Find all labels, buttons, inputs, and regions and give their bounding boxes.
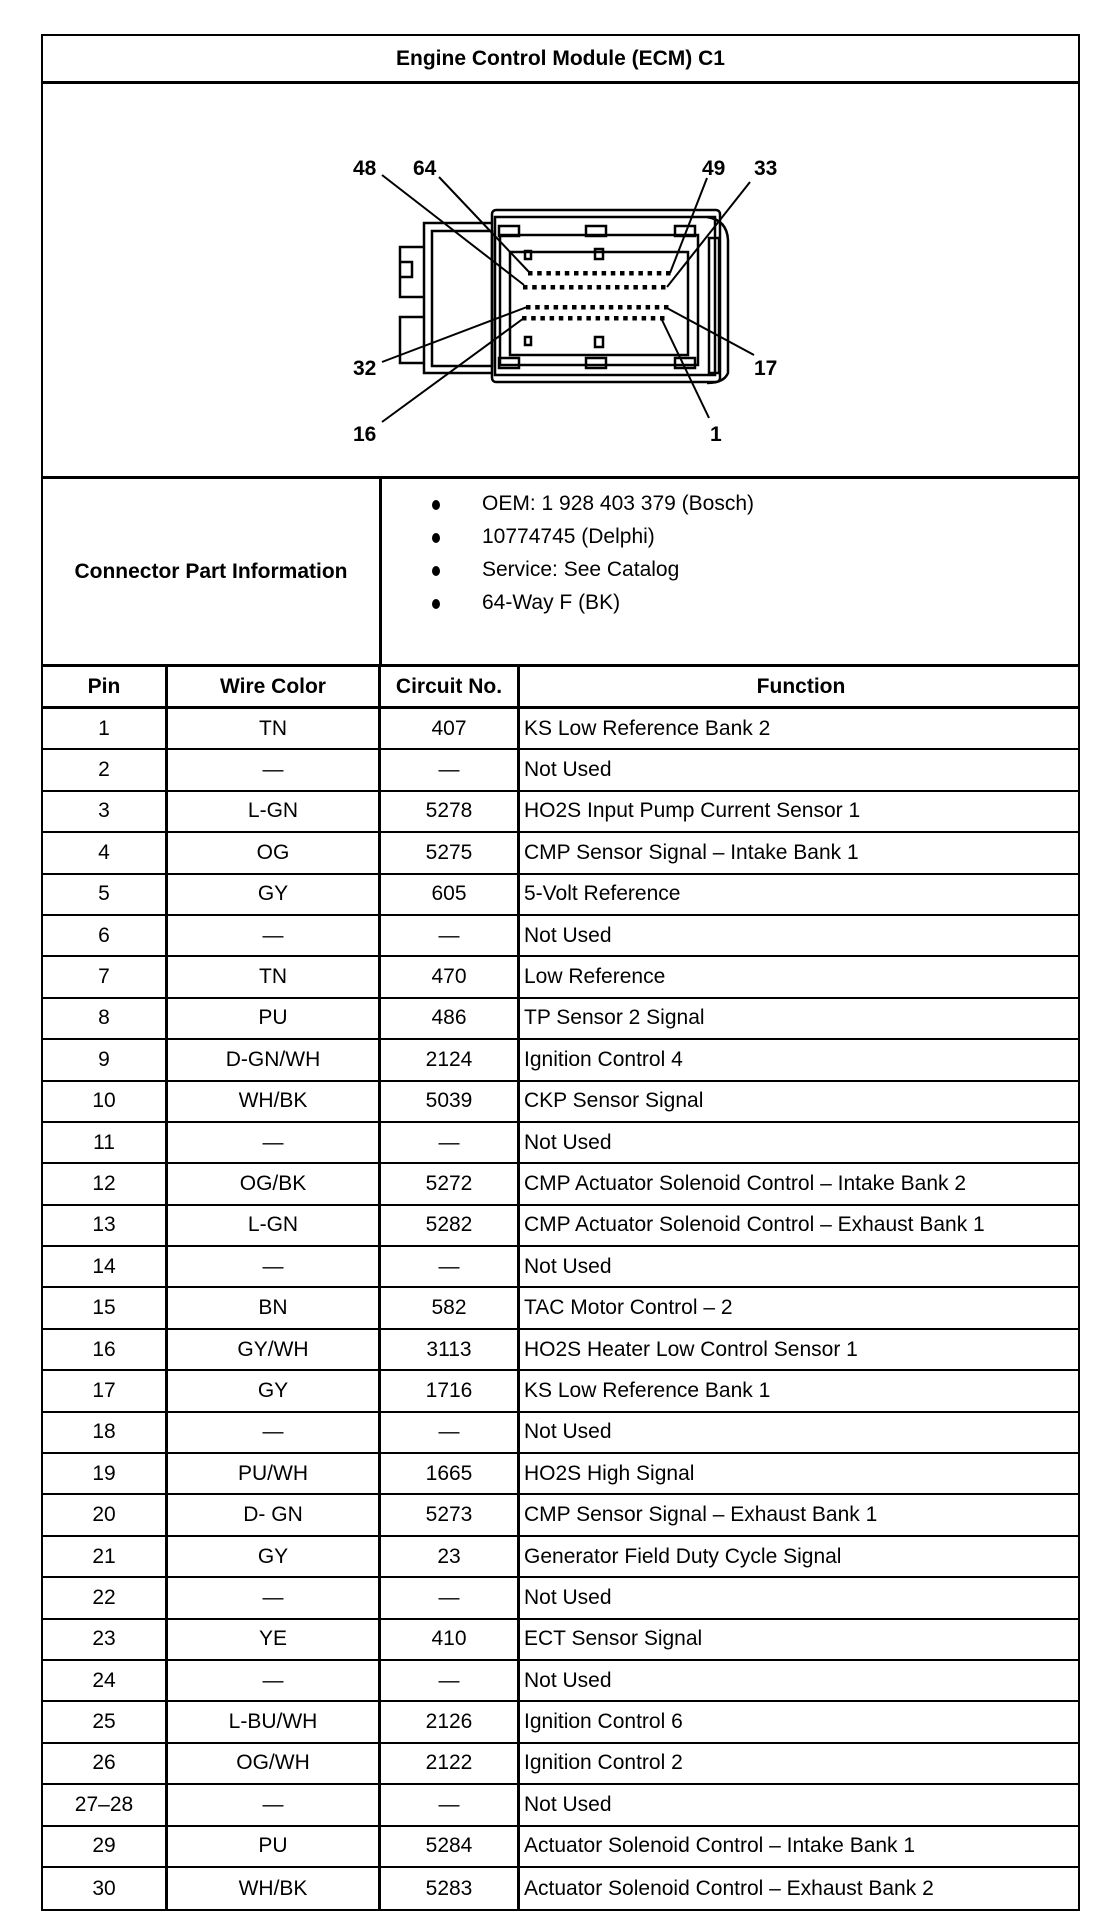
cell-circuit: 3113 <box>381 1330 520 1369</box>
header-pin: Pin <box>43 667 168 706</box>
cell-function: KS Low Reference Bank 2 <box>524 716 771 740</box>
pin-cavity <box>559 316 564 321</box>
cell-pin: 23 <box>43 1620 168 1659</box>
connector-info-label: Connector Part Information <box>43 479 382 664</box>
table-row <box>43 1371 1078 1412</box>
header-circuit: Circuit No. <box>381 667 520 706</box>
cell-wire-color: — <box>168 1785 381 1824</box>
table-row <box>43 1413 1078 1454</box>
pin-cavity <box>633 285 638 290</box>
cell-function: CMP Actuator Solenoid Control – Exhaust Bank 1 <box>524 1213 985 1237</box>
pin-cavity <box>544 305 549 310</box>
pin-cavity <box>638 271 643 276</box>
pin-cavity <box>651 316 656 321</box>
cell-wire-color: L-GN <box>168 792 381 831</box>
table-row <box>43 1620 1078 1661</box>
pin-label-17: 17 <box>754 357 778 380</box>
pin-cavity <box>606 285 611 290</box>
pin-cavity <box>627 305 632 310</box>
cell-wire-color: GY <box>168 1371 381 1410</box>
cell-function: Actuator Solenoid Control – Intake Bank 1 <box>524 1834 916 1858</box>
cell-pin: 6 <box>43 916 168 955</box>
info-item: Service: See Catalog <box>432 553 754 586</box>
pin-cavity <box>660 316 665 321</box>
cell-pin: 21 <box>43 1537 168 1576</box>
pin-label-48: 48 <box>353 157 377 180</box>
cell-function: 5-Volt Reference <box>524 882 681 906</box>
cell-pin: 8 <box>43 999 168 1038</box>
cell-function: Not Used <box>524 1792 612 1816</box>
cell-pin: 1 <box>43 709 168 748</box>
pin-cavity <box>565 271 570 276</box>
cell-pin: 7 <box>43 957 168 996</box>
cell-wire-color: — <box>168 1661 381 1700</box>
table-row <box>43 1330 1078 1371</box>
pin-cavity <box>605 316 610 321</box>
cell-wire-color: TN <box>168 709 381 748</box>
cell-wire-color: L-GN <box>168 1206 381 1245</box>
pin-cavity <box>569 285 574 290</box>
table-row <box>43 999 1078 1040</box>
cell-wire-color: — <box>168 1413 381 1452</box>
cell-function: Low Reference <box>524 965 666 989</box>
pin-cavity <box>587 285 592 290</box>
cell-wire-color: — <box>168 1123 381 1162</box>
cell-circuit: — <box>381 1413 520 1452</box>
cell-wire-color: BN <box>168 1288 381 1327</box>
table-row <box>43 1164 1078 1205</box>
pin-cavity <box>597 285 602 290</box>
cell-pin: 5 <box>43 875 168 914</box>
pin-cavity <box>541 285 546 290</box>
table-row <box>43 1123 1078 1164</box>
cell-circuit: 2122 <box>381 1744 520 1783</box>
pin-cavity <box>642 316 647 321</box>
cell-pin: 22 <box>43 1578 168 1617</box>
pin-cavity <box>623 316 628 321</box>
pin-cavity <box>648 271 653 276</box>
info-item: 10774745 (Delphi) <box>432 520 754 553</box>
pin-label-49: 49 <box>702 157 726 180</box>
cell-function: Not Used <box>524 758 612 782</box>
cell-function: CMP Sensor Signal – Intake Bank 1 <box>524 840 859 864</box>
table-row <box>43 875 1078 916</box>
cell-circuit: 5275 <box>381 833 520 872</box>
cell-pin: 15 <box>43 1288 168 1327</box>
cell-pin: 27–28 <box>43 1785 168 1824</box>
cell-function: TAC Motor Control – 2 <box>524 1296 733 1320</box>
cell-function: TP Sensor 2 Signal <box>524 1006 705 1030</box>
pin-cavity <box>531 316 536 321</box>
cell-pin: 20 <box>43 1495 168 1534</box>
cell-pin: 30 <box>43 1868 168 1909</box>
cell-pin: 26 <box>43 1744 168 1783</box>
pin-cavity <box>596 316 601 321</box>
table-row <box>43 709 1078 750</box>
cell-wire-color: OG/WH <box>168 1744 381 1783</box>
cell-function: Not Used <box>524 923 612 947</box>
cell-circuit: 5272 <box>381 1164 520 1203</box>
pin-cavity <box>535 305 540 310</box>
connector-info-list <box>382 479 754 664</box>
cell-wire-color: GY/WH <box>168 1330 381 1369</box>
cell-circuit: — <box>381 1785 520 1824</box>
cell-circuit: 1665 <box>381 1454 520 1493</box>
pin-cavity <box>560 285 565 290</box>
cell-circuit: 5278 <box>381 792 520 831</box>
table-row <box>43 1868 1078 1909</box>
cell-circuit: 470 <box>381 957 520 996</box>
cell-circuit: 582 <box>381 1288 520 1327</box>
cell-circuit: 1716 <box>381 1371 520 1410</box>
cell-wire-color: PU/WH <box>168 1454 381 1493</box>
table-row <box>43 1537 1078 1578</box>
cell-wire-color: OG/BK <box>168 1164 381 1203</box>
pin-cavity <box>614 316 619 321</box>
table-row <box>43 750 1078 791</box>
table-row <box>43 792 1078 833</box>
cell-circuit: — <box>381 1578 520 1617</box>
cell-wire-color: GY <box>168 1537 381 1576</box>
connector-table <box>41 34 1080 1911</box>
cell-circuit: 5282 <box>381 1206 520 1245</box>
pin-cavity <box>537 271 542 276</box>
cell-function: HO2S Input Pump Current Sensor 1 <box>524 799 861 823</box>
cell-circuit: 486 <box>381 999 520 1038</box>
pin-cavity <box>556 271 561 276</box>
cell-wire-color: WH/BK <box>168 1082 381 1121</box>
pin-cavity <box>661 285 666 290</box>
table-row <box>43 1578 1078 1619</box>
cell-circuit: 605 <box>381 875 520 914</box>
cell-function: CMP Actuator Solenoid Control – Intake Bank 2 <box>524 1171 967 1195</box>
table-row <box>43 1454 1078 1495</box>
cell-pin: 3 <box>43 792 168 831</box>
cell-wire-color: PU <box>168 1827 381 1866</box>
table-row <box>43 1495 1078 1536</box>
cell-circuit: 5273 <box>381 1495 520 1534</box>
cell-circuit: 2126 <box>381 1702 520 1741</box>
cell-function: ECT Sensor Signal <box>524 1627 703 1651</box>
cell-circuit: 23 <box>381 1537 520 1576</box>
cell-wire-color: TN <box>168 957 381 996</box>
cell-pin: 14 <box>43 1247 168 1286</box>
pin-cavity <box>636 305 641 310</box>
info-item: 64-Way F (BK) <box>432 586 754 619</box>
pin-cavity <box>581 305 586 310</box>
pin-cavity <box>554 305 559 310</box>
pin-cavity <box>592 271 597 276</box>
table-row <box>43 1785 1078 1826</box>
cell-function: Not Used <box>524 1130 612 1154</box>
cell-wire-color: — <box>168 750 381 789</box>
header-function: Function <box>756 674 846 698</box>
cell-wire-color: GY <box>168 875 381 914</box>
cell-wire-color: D- GN <box>168 1495 381 1534</box>
cell-wire-color: D-GN/WH <box>168 1040 381 1079</box>
cell-function: Not Used <box>524 1254 612 1278</box>
cell-function: KS Low Reference Bank 1 <box>524 1378 771 1402</box>
cell-circuit: 2124 <box>381 1040 520 1079</box>
table-body <box>43 709 1078 1909</box>
cell-pin: 11 <box>43 1123 168 1162</box>
cell-function: HO2S High Signal <box>524 1461 695 1485</box>
cell-circuit: — <box>381 1661 520 1700</box>
pin-label-32: 32 <box>353 357 377 380</box>
connector-face-drawing <box>2 5 1120 476</box>
cell-pin: 10 <box>43 1082 168 1121</box>
pin-cavity <box>574 271 579 276</box>
cell-pin: 24 <box>43 1661 168 1700</box>
cell-function: Generator Field Duty Cycle Signal <box>524 1544 842 1568</box>
cell-circuit: 5283 <box>381 1868 520 1909</box>
connector-part-info <box>43 479 1078 667</box>
pin-cavity <box>602 271 607 276</box>
cell-circuit: — <box>381 1247 520 1286</box>
table-row <box>43 1744 1078 1785</box>
pin-cavity <box>546 271 551 276</box>
table-title: Engine Control Module (ECM) C1 <box>43 36 1078 84</box>
cell-pin: 13 <box>43 1206 168 1245</box>
cell-function: Actuator Solenoid Control – Exhaust Bank 2 <box>524 1876 934 1900</box>
pin-cavity <box>629 271 634 276</box>
pin-cavity <box>590 305 595 310</box>
pin-cavity <box>568 316 573 321</box>
cell-wire-color: — <box>168 1578 381 1617</box>
cell-function: Not Used <box>524 1668 612 1692</box>
pin-cavity <box>572 305 577 310</box>
pin-cavity <box>583 271 588 276</box>
cell-pin: 29 <box>43 1827 168 1866</box>
pin-cavity <box>615 285 620 290</box>
table-row <box>43 1247 1078 1288</box>
pin-label-33: 33 <box>754 157 778 180</box>
pin-cavity <box>551 285 556 290</box>
pin-cavity <box>523 285 528 290</box>
cell-wire-color: — <box>168 1247 381 1286</box>
cell-wire-color: PU <box>168 999 381 1038</box>
pin-cavity <box>600 305 605 310</box>
pin-cavity <box>586 316 591 321</box>
pin-cavity <box>532 285 537 290</box>
pin-cavity <box>540 316 545 321</box>
table-row <box>43 916 1078 957</box>
cell-pin: 25 <box>43 1702 168 1741</box>
pin-cavity <box>618 305 623 310</box>
cell-circuit: — <box>381 1123 520 1162</box>
cell-function: Ignition Control 2 <box>524 1751 683 1775</box>
cell-circuit: — <box>381 750 520 789</box>
table-row <box>43 1827 1078 1868</box>
connector-diagram <box>43 84 1078 479</box>
pin-label-16: 16 <box>353 423 377 446</box>
pin-cavity <box>609 305 614 310</box>
pin-cavity <box>646 305 651 310</box>
cell-circuit: — <box>381 916 520 955</box>
table-row <box>43 957 1078 998</box>
cell-function: CKP Sensor Signal <box>524 1089 704 1113</box>
pin-cavity <box>652 285 657 290</box>
cell-function: CMP Sensor Signal – Exhaust Bank 1 <box>524 1503 878 1527</box>
cell-wire-color: WH/BK <box>168 1868 381 1909</box>
info-item: OEM: 1 928 403 379 (Bosch) <box>432 487 754 520</box>
cell-pin: 9 <box>43 1040 168 1079</box>
pin-cavity <box>624 285 629 290</box>
pin-cavity <box>620 271 625 276</box>
pin-cavity <box>611 271 616 276</box>
pin-cavity <box>550 316 555 321</box>
cell-function: Not Used <box>524 1420 612 1444</box>
cell-pin: 19 <box>43 1454 168 1493</box>
cell-pin: 16 <box>43 1330 168 1369</box>
cell-circuit: 5284 <box>381 1827 520 1866</box>
table-row <box>43 1288 1078 1329</box>
table-header-row <box>43 667 1078 709</box>
cell-circuit: 410 <box>381 1620 520 1659</box>
cell-pin: 2 <box>43 750 168 789</box>
cell-pin: 12 <box>43 1164 168 1203</box>
table-row <box>43 1702 1078 1743</box>
cell-function: HO2S Heater Low Control Sensor 1 <box>524 1337 858 1361</box>
table-row <box>43 1661 1078 1702</box>
pin-cavity <box>655 305 660 310</box>
pin-cavity <box>578 285 583 290</box>
pin-cavity <box>577 316 582 321</box>
pin-cavity <box>563 305 568 310</box>
pin-label-1: 1 <box>710 423 722 446</box>
cell-wire-color: YE <box>168 1620 381 1659</box>
cell-function: Ignition Control 6 <box>524 1710 683 1734</box>
table-row <box>43 833 1078 874</box>
cell-function: Ignition Control 4 <box>524 1047 683 1071</box>
header-wire-color: Wire Color <box>168 667 381 706</box>
table-row <box>43 1082 1078 1123</box>
pin-cavity <box>632 316 637 321</box>
table-row <box>43 1206 1078 1247</box>
pin-cavity <box>643 285 648 290</box>
pin-label-64: 64 <box>413 157 437 180</box>
cell-circuit: 5039 <box>381 1082 520 1121</box>
cell-function: Not Used <box>524 1585 612 1609</box>
table-row <box>43 1040 1078 1081</box>
cell-circuit: 407 <box>381 709 520 748</box>
pin-cavity <box>657 271 662 276</box>
cell-pin: 17 <box>43 1371 168 1410</box>
cell-wire-color: — <box>168 916 381 955</box>
cell-pin: 4 <box>43 833 168 872</box>
cell-wire-color: OG <box>168 833 381 872</box>
cell-pin: 18 <box>43 1413 168 1452</box>
cell-wire-color: L-BU/WH <box>168 1702 381 1741</box>
